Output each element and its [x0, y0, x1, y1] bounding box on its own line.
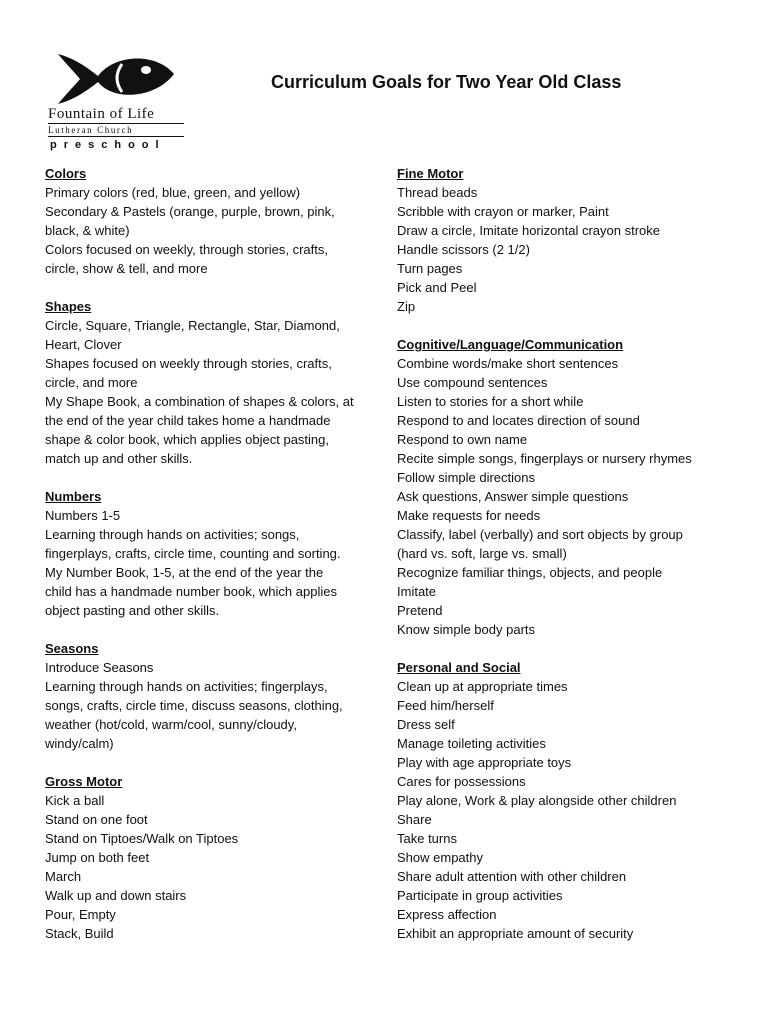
- goal-line: windy/calm): [45, 736, 114, 751]
- goal-line: (hard vs. soft, large vs. small): [397, 546, 567, 561]
- goal-line: Cares for possessions: [397, 774, 526, 789]
- goal-line: Play with age appropriate toys: [397, 755, 572, 770]
- goal-line: circle, and more: [45, 375, 138, 390]
- goal-line: March: [45, 869, 82, 884]
- right-column: [397, 164, 727, 962]
- section-heading: Shapes: [45, 299, 92, 314]
- goal-line: Numbers 1-5: [45, 508, 121, 523]
- goal-line: Shapes focused on weekly through stories, crafts,: [45, 356, 332, 371]
- goal-line: Play alone, Work & play alongside other children: [397, 793, 677, 808]
- section-heading: Cognitive/Language/Communication: [397, 337, 624, 352]
- goal-line: Secondary & Pastels (orange, purple, brown, pink,: [45, 204, 335, 219]
- goal-line: Pretend: [397, 603, 443, 618]
- goal-line: Stand on one foot: [45, 812, 148, 827]
- section-heading: Seasons: [45, 641, 99, 656]
- goal-line: Exhibit an appropriate amount of security: [397, 926, 634, 941]
- goal-line: Heart, Clover: [45, 337, 122, 352]
- goal-line: My Shape Book, a combination of shapes & colors, at: [45, 394, 354, 409]
- curriculum-section: [397, 658, 727, 943]
- goal-line: Follow simple directions: [397, 470, 535, 485]
- goal-line: Learning through hands on activities; fingerplays,: [45, 679, 328, 694]
- goal-line: Take turns: [397, 831, 457, 846]
- goal-line: Turn pages: [397, 261, 463, 276]
- goal-line: Listen to stories for a short while: [397, 394, 584, 409]
- goal-line: Pour, Empty: [45, 907, 116, 922]
- goal-line: Imitate: [397, 584, 437, 599]
- goal-line: Respond to own name: [397, 432, 528, 447]
- goal-line: Colors focused on weekly, through stories, crafts,: [45, 242, 328, 257]
- goal-line: Zip: [397, 299, 416, 314]
- goal-line: Circle, Square, Triangle, Rectangle, Star, Diamond,: [45, 318, 340, 333]
- goal-line: Share adult attention with other children: [397, 869, 627, 884]
- goal-line: Introduce Seasons: [45, 660, 154, 675]
- goal-line: object pasting and other skills.: [45, 603, 220, 618]
- goal-line: My Number Book, 1-5, at the end of the year the: [45, 565, 324, 580]
- section-heading: Colors: [45, 166, 87, 181]
- goal-line: Jump on both feet: [45, 850, 150, 865]
- goal-line: Learning through hands on activities; songs,: [45, 527, 300, 542]
- goal-line: Know simple body parts: [397, 622, 536, 637]
- logo-preschool: preschool: [50, 139, 166, 151]
- section-heading: Numbers: [45, 489, 102, 504]
- goal-line: Pick and Peel: [397, 280, 477, 295]
- goal-line: Recognize familiar things, objects, and people: [397, 565, 663, 580]
- goal-line: Share: [397, 812, 432, 827]
- curriculum-section: [45, 487, 365, 620]
- goal-line: Kick a ball: [45, 793, 105, 808]
- curriculum-section: [45, 639, 365, 753]
- goal-line: shape & color book, which applies object pasting,: [45, 432, 330, 447]
- curriculum-section: [45, 297, 365, 468]
- goal-line: Manage toileting activities: [397, 736, 546, 751]
- logo-divider: [48, 123, 184, 124]
- section-heading: Gross Motor: [45, 774, 123, 789]
- goal-line: match up and other skills.: [45, 451, 193, 466]
- goal-line: Express affection: [397, 907, 497, 922]
- goal-line: songs, crafts, circle time, discuss seasons, clothing,: [45, 698, 343, 713]
- logo-divider: [48, 136, 184, 137]
- logo-church: Lutheran Church: [48, 125, 134, 135]
- goal-line: Feed him/herself: [397, 698, 494, 713]
- goal-line: Stack, Build: [45, 926, 114, 941]
- section-heading: Personal and Social: [397, 660, 521, 675]
- goal-line: Make requests for needs: [397, 508, 541, 523]
- goal-line: weather (hot/cold, warm/cool, sunny/cloudy,: [45, 717, 297, 732]
- curriculum-section: [45, 772, 365, 943]
- left-column: [45, 164, 365, 962]
- goal-line: circle, show & tell, and more: [45, 261, 208, 276]
- curriculum-section: [397, 164, 727, 316]
- logo-name: Fountain of Life: [48, 106, 155, 122]
- goal-line: Show empathy: [397, 850, 483, 865]
- goal-line: Walk up and down stairs: [45, 888, 187, 903]
- goal-line: Combine words/make short sentences: [397, 356, 619, 371]
- goal-line: Draw a circle, Imitate horizontal crayon stroke: [397, 223, 660, 238]
- goal-line: Stand on Tiptoes/Walk on Tiptoes: [45, 831, 239, 846]
- goal-line: Use compound sentences: [397, 375, 548, 390]
- goal-line: black, & white): [45, 223, 130, 238]
- fish-icon: [52, 50, 178, 106]
- goal-line: Handle scissors (2 1/2): [397, 242, 530, 257]
- page-title: Curriculum Goals for Two Year Old Class: [271, 72, 622, 92]
- goal-line: child has a handmade number book, which applies: [45, 584, 337, 599]
- goal-line: Primary colors (red, blue, green, and yellow): [45, 185, 301, 200]
- curriculum-section: [397, 335, 727, 639]
- goal-line: Thread beads: [397, 185, 478, 200]
- goal-line: Classify, label (verbally) and sort objects by group: [397, 527, 683, 542]
- curriculum-section: [45, 164, 365, 278]
- goal-line: Scribble with crayon or marker, Paint: [397, 204, 609, 219]
- goal-line: Ask questions, Answer simple questions: [397, 489, 629, 504]
- goal-line: the end of the year child takes home a handmade: [45, 413, 331, 428]
- section-heading: Fine Motor: [397, 166, 464, 181]
- goal-line: Recite simple songs, fingerplays or nursery rhymes: [397, 451, 692, 466]
- goal-line: Dress self: [397, 717, 455, 732]
- goal-line: fingerplays, crafts, circle time, counting and sorting.: [45, 546, 341, 561]
- goal-line: Participate in group activities: [397, 888, 563, 903]
- goal-line: Respond to and locates direction of sound: [397, 413, 640, 428]
- goal-line: Clean up at appropriate times: [397, 679, 568, 694]
- church-logo: [48, 50, 188, 152]
